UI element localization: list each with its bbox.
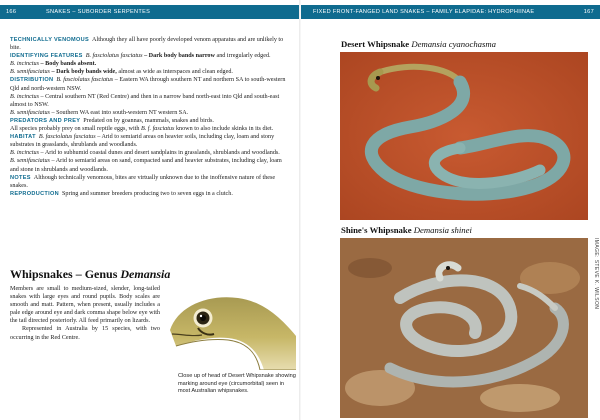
habitat-fasciatus-text: – Arid to semiarid areas on heavier soils, including clay, loam and stony substrates in grasslands, shrublands and woodlands.	[10, 134, 275, 149]
left-running-head: SNAKES – SUBORDER SERPENTES	[46, 9, 151, 15]
head-photo-caption: Close up of head of Desert Whipsnake showing marking around eye (circumorbital) seen in most Australian whipsnakes.	[178, 373, 296, 395]
predators-prey	[10, 125, 290, 133]
distribution-fasciatus-text: – Eastern WA through southern NT and northern SA to south-western Qld and north-western NSW.	[10, 77, 286, 92]
genus-paragraph-1: Members are small to medium-sized, slender, long-tailed snakes with large eyes and round pupils. Body scales are smooth and matt. Pattern, when present, usually includes a pale edge around eye and dark comma shape below eye with the tail directed posteriorly. All feed primarily on lizards.	[10, 286, 160, 325]
identifying-section	[10, 52, 290, 60]
identifying-incinctus-name: B. incinctus	[10, 61, 39, 68]
venomous-section	[10, 36, 290, 52]
habitat-section	[10, 133, 290, 149]
notes-label: NOTES	[10, 174, 31, 181]
gutter	[299, 0, 301, 420]
identifying-label: IDENTIFYING FEATURES	[10, 53, 83, 60]
habitat-incinctus	[10, 149, 290, 157]
distribution-semifasciatus	[10, 109, 290, 117]
distribution-label: DISTRIBUTION	[10, 77, 54, 84]
predators-text: Predated on by goannas, mammals, snakes and birds.	[83, 117, 214, 124]
species-account	[10, 36, 290, 198]
photo2-species: Demansia shinei	[413, 225, 472, 235]
identifying-fasciatus-name: B. fasciolatus fasciatus	[85, 53, 143, 60]
identifying-semifasciatus-name: B. semifasciatus	[10, 69, 50, 76]
reproduction-text: Spring and summer breeders producing two to seven eggs in a clutch.	[61, 190, 233, 197]
genus-heading-italic: Demansia	[120, 267, 171, 281]
left-running-header	[0, 5, 299, 19]
predators-section	[10, 117, 290, 125]
habitat-incinctus-text: – Arid to subhumid coastal dunes and desert sandplains in grasslands, shrublands and woodlands.	[40, 150, 280, 157]
identifying-fasciatus-text2: and irregularly edged.	[216, 53, 271, 60]
distribution-incinctus-text: – Central southern NT (Red Centre) and then in a narrow band north-east into Qld and south-east almost to NSW.	[10, 93, 280, 108]
identifying-incinctus	[10, 60, 290, 68]
notes-text: Although technically venomous, bites are virtually unknown due to the inoffensive nature of these snakes.	[10, 174, 276, 189]
predators-label: PREDATORS AND PREY	[10, 117, 81, 124]
distribution-incinctus-name: B. incinctus	[10, 93, 39, 100]
distribution-incinctus	[10, 93, 290, 109]
photo1-common-name: Desert Whipsnake	[341, 39, 410, 49]
desert-whipsnake-illustration	[340, 52, 588, 220]
notes-section	[10, 174, 290, 190]
photo-credit: IMAGE: STEVE K. WILSON	[593, 238, 599, 310]
distribution-section	[10, 76, 290, 92]
identifying-semifasciatus-bold: – Dark body bands wide,	[51, 69, 117, 76]
distribution-fasciatus-name: B. fasciolatus fasciatus	[56, 77, 114, 84]
right-running-header	[301, 5, 600, 19]
habitat-incinctus-name: B. incinctus	[10, 150, 39, 157]
shines-whipsnake-illustration	[340, 238, 588, 418]
venomous-text: Although they all have poorly developed venom apparatus and are unlikely to bite.	[10, 37, 284, 52]
shines-whipsnake-photo	[340, 238, 588, 418]
genus-heading-plain: Whipsnakes – Genus	[10, 267, 121, 281]
habitat-semifasciatus-name: B. semifasciatus	[10, 158, 50, 165]
habitat-label: HABITAT	[10, 134, 36, 141]
genus-paragraph-2: Represented in Australia by 15 species, with two occurring in the Red Centre.	[10, 326, 160, 341]
identifying-semifasciatus	[10, 68, 290, 76]
photo1-species: Demansia cyanochasma	[411, 39, 496, 49]
identifying-fasciatus-text: – Dark body bands narrow	[144, 53, 215, 60]
distribution-semifasciatus-text: – Southern WA east into south-western NT western SA.	[51, 109, 189, 116]
reproduction-label: REPRODUCTION	[10, 190, 59, 197]
venomous-label: TECHNICALLY VENOMOUS	[10, 37, 90, 43]
photo2-title	[341, 225, 472, 235]
habitat-semifasciatus	[10, 157, 290, 173]
snake-head-illustration	[168, 288, 298, 370]
distribution-semifasciatus-name: B. semifasciatus	[10, 109, 50, 116]
right-running-head: FIXED FRONT-FANGED LAND SNAKES – FAMILY ELAPIDAE: HYDROPHIINAE	[313, 9, 535, 15]
predators-text2-a: All species probably prey on small reptile eggs, with	[10, 126, 140, 133]
predators-text2-b: known to also include skinks in its diet.	[175, 126, 274, 133]
identifying-semifasciatus-text: almost as wide as interspaces and clean edged.	[118, 69, 233, 76]
desert-whipsnake-photo	[340, 52, 588, 220]
snake-head-photo	[168, 288, 298, 370]
photo1-title	[341, 39, 496, 49]
genus-description	[10, 285, 160, 342]
photo2-common-name: Shine's Whipsnake	[341, 225, 412, 235]
habitat-semifasciatus-text: – Arid to semiarid areas on sand, compacted sand and heavier substrates, including clay, loam and stone in shrublands and woodlands.	[10, 158, 282, 173]
reproduction-section	[10, 190, 290, 198]
habitat-fasciatus-name: B. fasciolatus fasciatus	[38, 134, 96, 141]
genus-heading	[10, 267, 170, 282]
right-page-number: 167	[583, 9, 594, 15]
left-page-number: 166	[6, 9, 17, 15]
predators-text2-name: B. f. fasciatus	[140, 126, 175, 133]
identifying-incinctus-text: – Body bands absent.	[40, 61, 97, 68]
